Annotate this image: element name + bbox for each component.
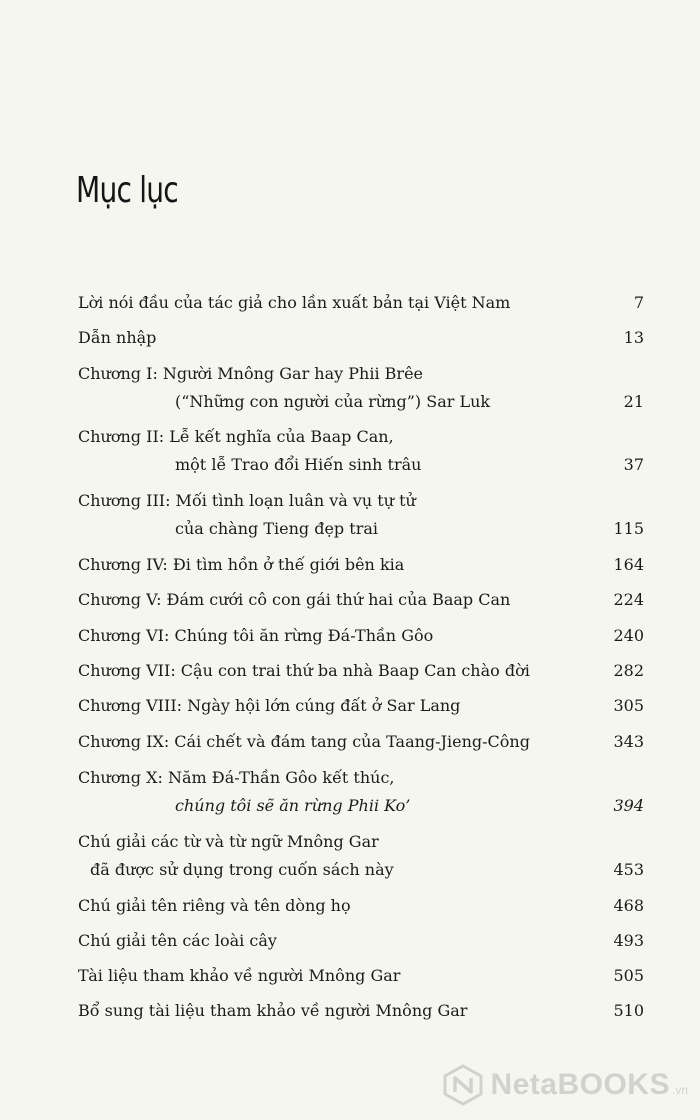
toc-entry-page: 37 bbox=[623, 455, 644, 474]
toc-entry-title: Bổ sung tài liệu tham khảo về người Mnông Gar bbox=[78, 1001, 468, 1020]
toc-entry bbox=[78, 892, 648, 920]
toc-entry-page: 493 bbox=[613, 931, 644, 950]
toc-entry-page: 468 bbox=[613, 896, 644, 915]
netabooks-logo-icon bbox=[442, 1064, 484, 1106]
toc-entry-title: Chương X: Năm Đá-Thần Gôo kết thúc, bbox=[78, 768, 395, 787]
toc-entry-page: 505 bbox=[613, 966, 644, 985]
toc-entry-title: Lời nói đầu của tác giả cho lần xuất bản tại Việt Nam bbox=[78, 293, 511, 312]
toc-entry-page: 282 bbox=[613, 661, 644, 680]
toc-entry bbox=[78, 692, 648, 720]
toc-entry-page: 394 bbox=[613, 796, 644, 815]
toc-entry-title: Chú giải các từ và từ ngữ Mnông Gar bbox=[78, 832, 379, 851]
toc-entry bbox=[78, 764, 648, 820]
toc-entry-page: 240 bbox=[613, 626, 644, 645]
toc-entry-title: Chương IV: Đi tìm hồn ở thế giới bên kia bbox=[78, 555, 405, 574]
toc-entry bbox=[78, 423, 648, 479]
page-title: Mục lục bbox=[76, 170, 178, 211]
toc-entry-title: Chương VII: Cậu con trai thứ ba nhà Baap Can chào đời bbox=[78, 661, 530, 680]
watermark-suffix: .vn bbox=[671, 1083, 688, 1097]
toc-entry bbox=[78, 289, 648, 317]
toc-entry-title: Chú giải tên riêng và tên dòng họ bbox=[78, 896, 351, 915]
toc-entry-title: Chương II: Lễ kết nghĩa của Baap Can, bbox=[78, 427, 394, 446]
toc-entry-title: một lễ Trao đổi Hiến sinh trâu bbox=[175, 455, 422, 474]
toc-entry-title: Chương VIII: Ngày hội lớn cúng đất ở Sar Lang bbox=[78, 696, 461, 715]
toc-entry-title: của chàng Tieng đẹp trai bbox=[175, 519, 378, 538]
toc-entry bbox=[78, 728, 648, 756]
toc-entry-title: Dẫn nhập bbox=[78, 328, 157, 347]
toc-entry-title: đã được sử dụng trong cuốn sách này bbox=[90, 860, 394, 879]
toc-entry-page: 510 bbox=[613, 1001, 644, 1020]
toc-entry bbox=[78, 324, 648, 352]
toc-entry-page: 224 bbox=[613, 590, 644, 609]
toc-entry-title: Chương VI: Chúng tôi ăn rừng Đá-Thần Gôo bbox=[78, 626, 434, 645]
toc-entry-title: Chương IX: Cái chết và đám tang của Taang-Jieng-Công bbox=[78, 732, 530, 751]
toc-entry bbox=[78, 360, 648, 416]
toc-entry-page: 305 bbox=[613, 696, 644, 715]
toc-entry-title: Tài liệu tham khảo về người Mnông Gar bbox=[78, 966, 401, 985]
toc-entry-title: Chương I: Người Mnông Gar hay Phii Brêe bbox=[78, 364, 424, 383]
toc-entry bbox=[78, 487, 648, 543]
toc-entry-title: chúng tôi sẽ ăn rừng Phii Ko’ bbox=[175, 796, 411, 815]
toc-entry-page: 7 bbox=[633, 293, 644, 312]
toc-entry bbox=[78, 551, 648, 579]
watermark-brand: NetaBOOKS bbox=[490, 1068, 670, 1101]
toc-entry-page: 164 bbox=[613, 555, 644, 574]
toc-entry-title: Chương V: Đám cưới cô con gái thứ hai của Baap Can bbox=[78, 590, 511, 609]
toc-entry bbox=[78, 997, 648, 1025]
toc-entry-page: 343 bbox=[613, 732, 644, 751]
toc-entry bbox=[78, 586, 648, 614]
toc-entry bbox=[78, 828, 648, 884]
toc-entry bbox=[78, 927, 648, 955]
toc-entry bbox=[78, 622, 648, 650]
toc-entry-title: (“Những con người của rừng”) Sar Luk bbox=[175, 392, 491, 411]
toc-entry-page: 453 bbox=[613, 860, 644, 879]
toc-entry-title: Chương III: Mối tình loạn luân và vụ tự tử bbox=[78, 491, 416, 510]
toc-entry-title: Chú giải tên các loài cây bbox=[78, 931, 277, 950]
toc-entry-page: 115 bbox=[613, 519, 644, 538]
toc-entry bbox=[78, 657, 648, 685]
toc-entry bbox=[78, 962, 648, 990]
toc-entry-page: 21 bbox=[623, 392, 644, 411]
toc-entry-page: 13 bbox=[623, 328, 644, 347]
watermark-logo bbox=[442, 1064, 688, 1106]
